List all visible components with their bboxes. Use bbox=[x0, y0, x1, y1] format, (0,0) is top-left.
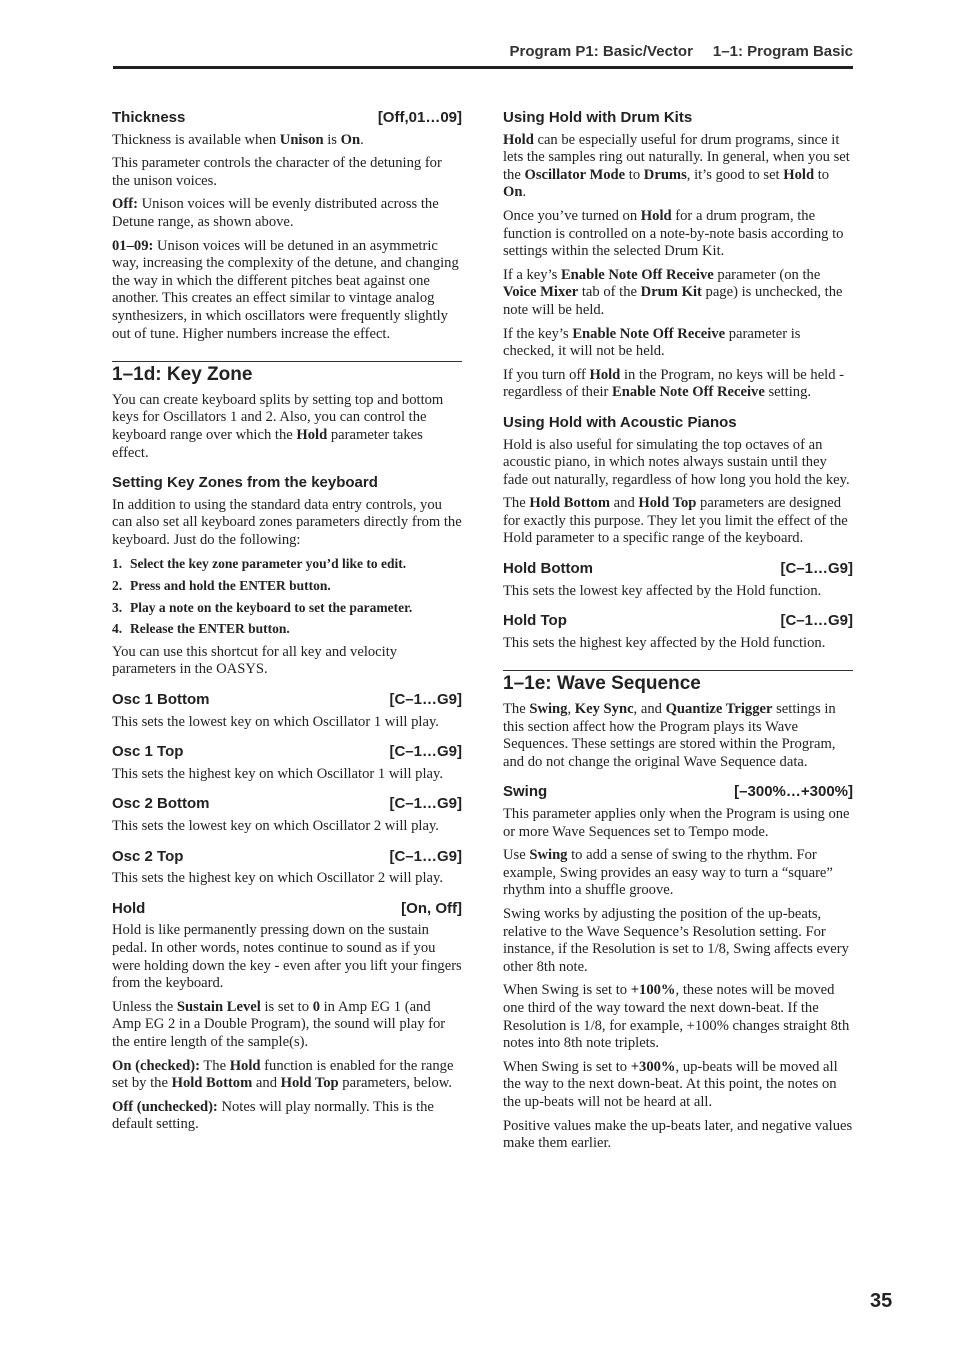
right-column bbox=[503, 109, 853, 1159]
paragraph: This sets the highest key affected by the Hold function. bbox=[503, 634, 826, 651]
paragraph: This sets the lowest key on which Oscillator 1 will play. bbox=[112, 713, 439, 730]
param-range: [Off,01…09] bbox=[377, 109, 462, 126]
param-heading-osc2-top: Osc 2 Top [C–1…G9] bbox=[112, 847, 462, 865]
running-header bbox=[113, 43, 853, 60]
paragraph: You can create keyboard splits by setting top and bottom keys for Oscillators 1 and 2. Also, you can control the keyboard range over which the Hold parameter takes effect. bbox=[112, 391, 444, 461]
param-heading-thickness bbox=[112, 109, 462, 127]
paragraph: If you turn off Hold in the Program, no keys will be held - regardless of their Enable Note Off Receive setting. bbox=[503, 366, 845, 401]
paragraph: This sets the highest key on which Oscillator 2 will play. bbox=[112, 870, 444, 887]
paragraph: Positive values make the up-beats later, and negative values make them earlier. bbox=[503, 1117, 853, 1152]
list-item: 4. Release the ENTER button. bbox=[112, 621, 290, 637]
paragraph: This sets the lowest key on which Oscillator 2 will play. bbox=[112, 818, 439, 834]
paragraph: Off: Unison voices will be evenly distributed across the Detune range, as shown above. bbox=[112, 196, 439, 230]
chapter-title: Program P1: Basic/Vector bbox=[509, 43, 693, 60]
paragraph: This sets the lowest key affected by the Hold function. bbox=[503, 582, 822, 599]
section-heading-key-zone: 1–1d: Key Zone bbox=[112, 361, 462, 384]
paragraph: Hold can be especially useful for drum programs, since it lets the samples ring out naturally. In general, when you set the Oscillator Mode to Drums, it’s good to set Hold to On. bbox=[503, 131, 850, 201]
paragraph: Hold is also useful for simulating the top octaves of an acoustic piano, in which notes always sustain until they fade out naturally, regardless of how long you hold the key. bbox=[503, 436, 850, 488]
paragraph: The Swing, Key Sync, and Quantize Trigger settings in this section affect how the Program plays its Wave Sequences. These settings are stored within the Program, and do not change the original Wave Sequence data. bbox=[503, 701, 836, 770]
paragraph: Unless the Sustain Level is set to 0 in Amp EG 1 (and Amp EG 2 in a Double Program), the sound will play for the entire length of the sample(s). bbox=[112, 998, 446, 1050]
list-item: 1. Select the key zone parameter you’d like to edit. bbox=[112, 556, 407, 572]
subheading-acoustic-pianos: Using Hold with Acoustic Pianos bbox=[503, 413, 737, 431]
paragraph: Once you’ve turned on Hold for a drum program, the function is controlled on a note-by-note basis according to settings within the selected Drum Kit. bbox=[503, 207, 844, 260]
paragraph: When Swing is set to +100%, these notes will be moved one third of the way toward the next down-beat. If the Resolution is 1/8, for example, +100% changes straight 8th notes into 8th note triplets. bbox=[503, 982, 850, 1052]
param-heading-hold: Hold [On, Off] bbox=[112, 899, 462, 917]
paragraph: Use Swing to add a sense of swing to the rhythm. For example, Swing provides an easy way to turn a “square” rhythm into a shuffle groove. bbox=[503, 847, 833, 899]
paragraph: 01–09: Unison voices will be detuned in an asymmetric way, increasing the complexity of the detune, and changing the way in which the different pitches beat against one another. This creates an effect similar to vintage analog synthesizers, in which oscillators were frequently slightly out of tune. Higher numbers increase the effect. bbox=[112, 237, 459, 342]
header-rule bbox=[113, 66, 853, 69]
param-heading-osc1-top: Osc 1 Top [C–1…G9] bbox=[112, 743, 462, 761]
subheading-key-zones-keyboard: Setting Key Zones from the keyboard bbox=[112, 474, 378, 492]
paragraph: When Swing is set to +300%, up-beats will be moved all the way to the next down-beat. At this point, the notes on the up-beats will not be heard at all. bbox=[503, 1058, 838, 1110]
param-name: Thickness bbox=[112, 109, 186, 126]
paragraph: Thickness is available when Unison is On. bbox=[112, 131, 364, 148]
paragraph: This sets the highest key on which Oscillator 1 will play. bbox=[112, 765, 444, 782]
paragraph: Hold is like permanently pressing down on the sustain pedal. In other words, notes continue to sound as if you were holding down the key - even after you lift your fingers from the keyboard. bbox=[112, 922, 462, 992]
list-item: 3. Play a note on the keyboard to set the parameter. bbox=[112, 599, 413, 615]
paragraph: On (checked): The Hold function is enabled for the range set by the Hold Bottom and Hold Top parameters, below. bbox=[112, 1057, 454, 1092]
section-heading-wave-sequence: 1–1e: Wave Sequence bbox=[503, 670, 853, 693]
paragraph: Off (unchecked): Notes will play normally. This is the default setting. bbox=[112, 1098, 434, 1133]
subheading-drum-kits: Using Hold with Drum Kits bbox=[503, 109, 693, 126]
paragraph: In addition to using the standard data entry controls, you can also set all keyboard zones parameters directly from the keyboard. Just do the following: bbox=[112, 496, 462, 548]
page-section-title: 1–1: Program Basic bbox=[712, 43, 853, 60]
param-heading-hold-bottom: Hold Bottom [C–1…G9] bbox=[503, 560, 853, 578]
page-number: 35 bbox=[870, 1290, 893, 1312]
paragraph: You can use this shortcut for all key and velocity parameters in the OASYS. bbox=[112, 643, 398, 678]
param-heading-hold-top: Hold Top [C–1…G9] bbox=[503, 612, 853, 630]
paragraph: The Hold Bottom and Hold Top parameters are designed for exactly this purpose. They let you limit the effect of the Hold parameter to a specific range of the keyboard. bbox=[503, 495, 848, 547]
list-item: 2. Press and hold the ENTER button. bbox=[112, 578, 331, 594]
steps-list bbox=[112, 555, 462, 637]
left-column bbox=[112, 109, 462, 1140]
paragraph: This parameter controls the character of the detuning for the unison voices. bbox=[112, 155, 442, 189]
param-heading-osc2-bottom: Osc 2 Bottom [C–1…G9] bbox=[112, 795, 462, 813]
param-heading-swing: Swing [–300%…+300%] bbox=[503, 783, 853, 801]
paragraph: If the key’s Enable Note Off Receive parameter is checked, it will not be held. bbox=[503, 325, 801, 360]
paragraph: This parameter applies only when the Program is using one or more Wave Sequences set to Tempo mode. bbox=[503, 806, 850, 840]
paragraph: If a key’s Enable Note Off Receive parameter (on the Voice Mixer tab of the Drum Kit page) is unchecked, the note will be held. bbox=[503, 266, 843, 318]
param-heading-osc1-bottom: Osc 1 Bottom [C–1…G9] bbox=[112, 691, 462, 709]
paragraph: Swing works by adjusting the position of the up-beats, relative to the Wave Sequence’s Resolution setting. For instance, if the Resolution is set to 1/8, Swing affects every other 8th note. bbox=[503, 905, 849, 975]
